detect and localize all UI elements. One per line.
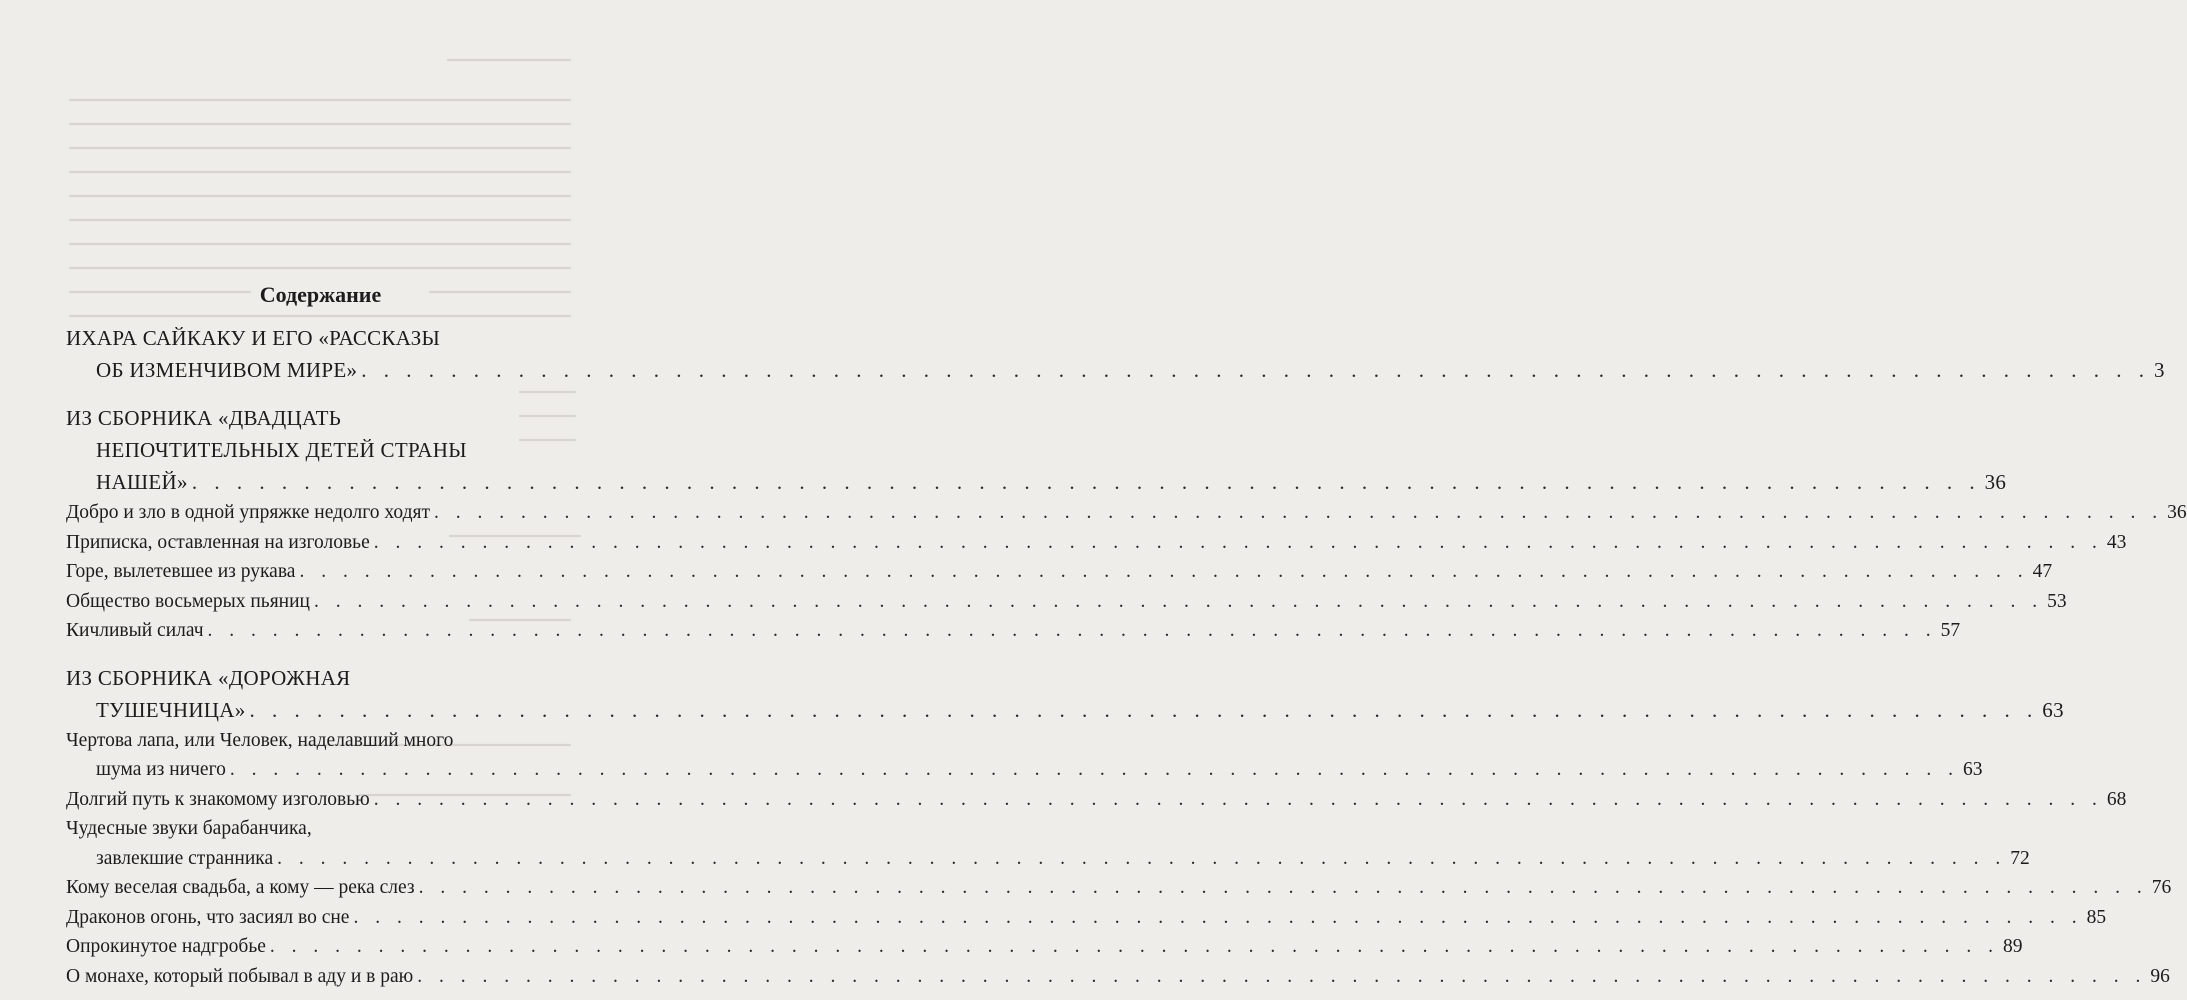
leader-dots: . . . . . . . . . . . . . . . . . . . . . . . . . . . . . . . . . . . . . . . . . . . . . . . . . . . . . . . . . . . . . . . . . . . . . . . . . . . . . . . . — [417, 965, 2147, 987]
page-number: 72 — [2010, 847, 2030, 869]
leader-dots: . . . . . . . . . . . . . . . . . . . . . . . . . . . . . . . . . . . . . . . . . . . . . . . . . . . . . . . . . . . . . . . . . . . . . . . . . . . . . . . . — [207, 620, 1937, 641]
leader-dots: . . . . . . . . . . . . . . . . . . . . . . . . . . . . . . . . . . . . . . . . . . . . . . . . . . . . . . . . . . . . . . . . . . . . . . . . . . . . . . . . — [277, 847, 2007, 869]
page-number: 3 — [2154, 358, 2165, 382]
page-number: 47 — [2032, 561, 2053, 582]
toc-entry-title: Опрокинутое надгробье — [66, 936, 266, 957]
toc-section-line — [66, 662, 568, 694]
toc-entry-title: О монахе, который побывал в аду и в раю — [66, 965, 414, 987]
toc-entry-line — [66, 616, 1961, 646]
toc-entry-line — [66, 814, 568, 844]
page-number: 89 — [2003, 936, 2023, 957]
toc-section-line — [66, 322, 568, 354]
toc-entry-line — [66, 587, 2067, 617]
page-number: 53 — [2047, 590, 2067, 612]
toc-section-line — [66, 694, 2064, 726]
page-number: 36 — [1984, 470, 2007, 494]
leader-dots: . . . . . . . . . . . . . . . . . . . . . . . . . . . . . . . . . . . . . . . . . . . . . . . . . . . . . . . . . . . . . . . . . . . . . . . . . . . . . . . . — [361, 358, 2151, 382]
toc-entry-line — [66, 557, 2053, 587]
leader-dots: . . . . . . . . . . . . . . . . . . . . . . . . . . . . . . . . . . . . . . . . . . . . . . . . . . . . . . . . . . . . . . . . . . . . . . . . . . . . . . . . — [249, 697, 2039, 722]
section-gap — [66, 386, 568, 402]
toc-entry-title: Кому веселая свадьба, а кому — река слез — [66, 877, 415, 898]
toc-section-line — [66, 402, 568, 434]
toc-section-title: ИЗ СБОРНИКА «ДВАДЦАТЬ — [66, 406, 342, 430]
toc-entry-line — [66, 903, 2107, 933]
toc-entry-title: Горе, вылетевшее из рукава — [66, 561, 296, 582]
section-gap — [66, 646, 568, 662]
leader-dots: . . . . . . . . . . . . . . . . . . . . . . . . . . . . . . . . . . . . . . . . . . . . . . . . . . . . . . . . . . . . . . . . . . . . . . . . . . . . . . . . — [373, 531, 2103, 553]
page-number: 63 — [1962, 759, 1983, 780]
toc-entry-title: Кичливый силач — [66, 620, 204, 641]
toc-section-title: ОБ ИЗМЕНЧИВОМ МИРЕ» — [96, 358, 358, 382]
leader-dots: . . . . . . . . . . . . . . . . . . . . . . . . . . . . . . . . . . . . . . . . . . . . . . . . . . . . . . . . . . . . . . . . . . . . . . . . . . . . . . . . — [313, 590, 2044, 612]
toc-entry-line — [66, 528, 2127, 558]
toc-entry-title: завлекшие странника — [96, 847, 274, 869]
leader-dots: . . . . . . . . . . . . . . . . . . . . . . . . . . . . . . . . . . . . . . . . . . . . . . . . . . . . . . . . . . . . . . . . . . . . . . . . . . . . . . . . — [418, 877, 2148, 898]
page-number: 96 — [2150, 965, 2170, 987]
toc-entry-line — [66, 498, 2187, 528]
toc-entry-line — [66, 844, 2030, 874]
toc-entry-title: Драконов огонь, что засиял во сне — [66, 906, 350, 928]
toc-entry-line — [66, 932, 2023, 962]
leader-dots: . . . . . . . . . . . . . . . . . . . . . . . . . . . . . . . . . . . . . . . . . . . . . . . . . . . . . . . . . . . . . . . . . . . . . . . . . . . . . . . . — [299, 561, 2029, 582]
leader-dots: . . . . . . . . . . . . . . . . . . . . . . . . . . . . . . . . . . . . . . . . . . . . . . . . . . . . . . . . . . . . . . . . . . . . . . . . . . . . . . . . — [434, 502, 2164, 523]
toc-section-title: ИХАРА САЙКАКУ И ЕГО «РАССКАЗЫ — [66, 326, 441, 350]
toc-section-line — [66, 466, 2007, 498]
toc-entry-title: Добро и зло в одной упряжке недолго ходят — [66, 502, 431, 523]
leader-dots: . . . . . . . . . . . . . . . . . . . . . . . . . . . . . . . . . . . . . . . . . . . . . . . . . . . . . . . . . . . . . . . . . . . . . . . . . . . . . . . . — [353, 906, 2083, 928]
toc-entry-title: Долгий путь к знакомому изголовью — [66, 788, 370, 810]
leader-dots: . . . . . . . . . . . . . . . . . . . . . . . . . . . . . . . . . . . . . . . . . . . . . . . . . . . . . . . . . . . . . . . . . . . . . . . . . . . . . . . . — [229, 759, 1959, 780]
toc-entry-title: шума из ничего — [96, 759, 226, 780]
toc-entry-line — [66, 726, 568, 756]
toc-section-title: ТУШЕЧНИЦА» — [96, 697, 246, 722]
toc-entry-line — [66, 755, 1983, 785]
toc-section-title: ИЗ СБОРНИКА «ДОРОЖНАЯ — [66, 665, 351, 690]
page-number: 63 — [2042, 697, 2064, 722]
toc-entry-title: Приписка, оставленная на изголовье — [66, 531, 370, 553]
leader-dots: . . . . . . . . . . . . . . . . . . . . . . . . . . . . . . . . . . . . . . . . . . . . . . . . . . . . . . . . . . . . . . . . . . . . . . . . . . . . . . . . — [191, 470, 1981, 494]
toc-section-line — [66, 434, 568, 466]
page-number: 57 — [1940, 620, 1961, 641]
page-number: 36 — [2167, 502, 2187, 523]
page-number: 43 — [2106, 531, 2127, 553]
toc-entry-title: Чудесные звуки барабанчика, — [66, 818, 312, 839]
page-number: 85 — [2086, 906, 2107, 928]
page-title: Содержание — [259, 282, 382, 307]
page-number: 76 — [2151, 877, 2172, 898]
toc-entry-line — [66, 785, 2127, 815]
toc-section-line — [66, 354, 2165, 386]
leader-dots: . . . . . . . . . . . . . . . . . . . . . . . . . . . . . . . . . . . . . . . . . . . . . . . . . . . . . . . . . . . . . . . . . . . . . . . . . . . . . . . . — [373, 788, 2103, 810]
toc-entry-line — [66, 962, 2170, 992]
toc-section-title: НАШЕЙ» — [96, 470, 188, 494]
leader-dots: . . . . . . . . . . . . . . . . . . . . . . . . . . . . . . . . . . . . . . . . . . . . . . . . . . . . . . . . . . . . . . . . . . . . . . . . . . . . . . . . — [269, 936, 1999, 957]
toc-section-title: НЕПОЧТИТЕЛЬНЫХ ДЕТЕЙ СТРАНЫ — [96, 438, 467, 462]
toc-entry-line — [66, 873, 2172, 903]
page-number: 68 — [2106, 788, 2127, 810]
toc-entry-title: Чертова лапа, или Человек, наделавший много — [66, 729, 454, 751]
toc-entry-title: Общество восьмерых пьяниц — [66, 590, 310, 612]
table-of-contents — [66, 322, 2187, 991]
